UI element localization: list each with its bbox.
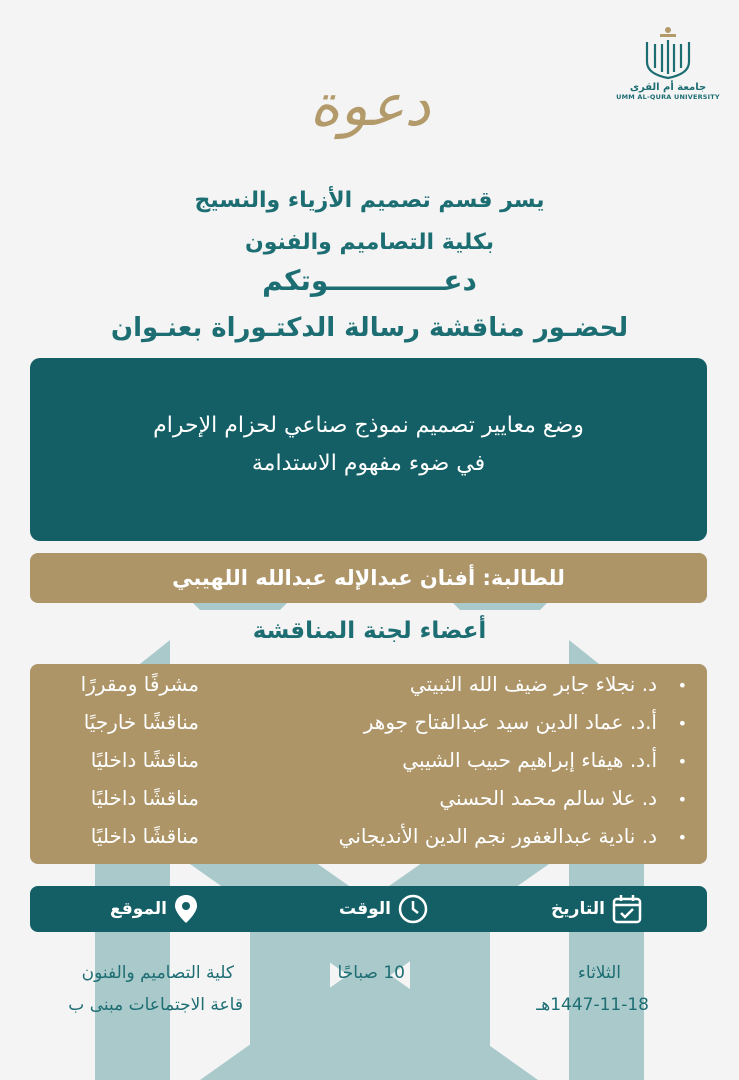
member-role: مناقشًا داخليًا bbox=[90, 824, 199, 848]
thesis-title-line-1: وضع معايير تصميم نموذج صناعي لحزام الإحرام bbox=[153, 413, 584, 438]
calligraphy-title bbox=[300, 50, 440, 170]
location-label: الموقع bbox=[109, 899, 167, 919]
committee-title: أعضاء لجنة المناقشة bbox=[252, 618, 487, 644]
member-role: مشرفًا ومقررًا bbox=[80, 672, 199, 696]
date-day: الثلاثاء bbox=[577, 963, 621, 983]
committee-member bbox=[30, 668, 707, 706]
heading-line-2: بكلية التصاميم والفنون bbox=[244, 230, 495, 255]
logo-arabic-text: جامعة أم القرى bbox=[629, 82, 707, 93]
member-name: أ.د. عماد الدين سيد عبدالفتاح جوهر bbox=[363, 710, 657, 734]
time-value: 10 صباحًا bbox=[337, 963, 405, 983]
member-name: د. نادية عبدالغفور نجم الدين الأنديجاني bbox=[338, 824, 657, 848]
thesis-title-box bbox=[30, 358, 707, 541]
location-header bbox=[110, 886, 199, 932]
location-pin-icon bbox=[173, 894, 199, 924]
university-logo bbox=[612, 22, 724, 114]
member-role: مناقشًا داخليًا bbox=[90, 786, 199, 810]
member-name: د. علا سالم محمد الحسني bbox=[439, 786, 657, 810]
calendar-icon bbox=[611, 893, 643, 925]
location-line-2: قاعة الاجتماعات مبنى ب bbox=[68, 995, 243, 1015]
thesis-title-line-2: في ضوء مفهوم الاستدامة bbox=[251, 451, 486, 476]
heading-line-4: لحضـور مناقشة رسالة الدكتـوراة بعنـوان bbox=[110, 313, 629, 343]
university-emblem-icon bbox=[643, 22, 693, 80]
calligraphy-text: دعوة bbox=[309, 71, 431, 139]
committee-member bbox=[30, 820, 707, 858]
date-header bbox=[551, 886, 643, 932]
member-name: د. نجلاء جابر ضيف الله الثبيتي bbox=[409, 672, 657, 696]
time-label: الوقت bbox=[339, 899, 391, 919]
location-line-1: كلية التصاميم والفنون bbox=[81, 963, 234, 983]
bullet-icon: • bbox=[677, 752, 687, 771]
time-header bbox=[339, 886, 429, 932]
bullet-icon: • bbox=[677, 676, 687, 695]
student-name-bar: للطالبة: أفنان عبدالإله عبدالله اللهيبي bbox=[30, 553, 707, 603]
bullet-icon: • bbox=[677, 790, 687, 809]
member-role: مناقشًا داخليًا bbox=[90, 748, 199, 772]
date-label: التاريخ bbox=[551, 899, 605, 919]
bullet-icon: • bbox=[677, 828, 687, 847]
clock-icon bbox=[397, 893, 429, 925]
date-value: 1447-11-18هـ bbox=[536, 995, 649, 1015]
event-info-bar bbox=[30, 886, 707, 932]
committee-member bbox=[30, 782, 707, 820]
logo-english-text: UMM AL-QURA UNIVERSITY bbox=[616, 93, 720, 101]
committee-member bbox=[30, 744, 707, 782]
committee-members-box bbox=[30, 664, 707, 864]
heading-invitation: دعــــــــــــوتكم bbox=[262, 264, 477, 297]
heading-line-1: يسر قسم تصميم الأزياء والنسيج bbox=[194, 188, 545, 213]
member-role: مناقشًا خارجيًا bbox=[83, 710, 199, 734]
committee-member bbox=[30, 706, 707, 744]
bullet-icon: • bbox=[677, 714, 687, 733]
member-name: أ.د. هيفاء إبراهيم حبيب الشيبي bbox=[402, 748, 657, 772]
